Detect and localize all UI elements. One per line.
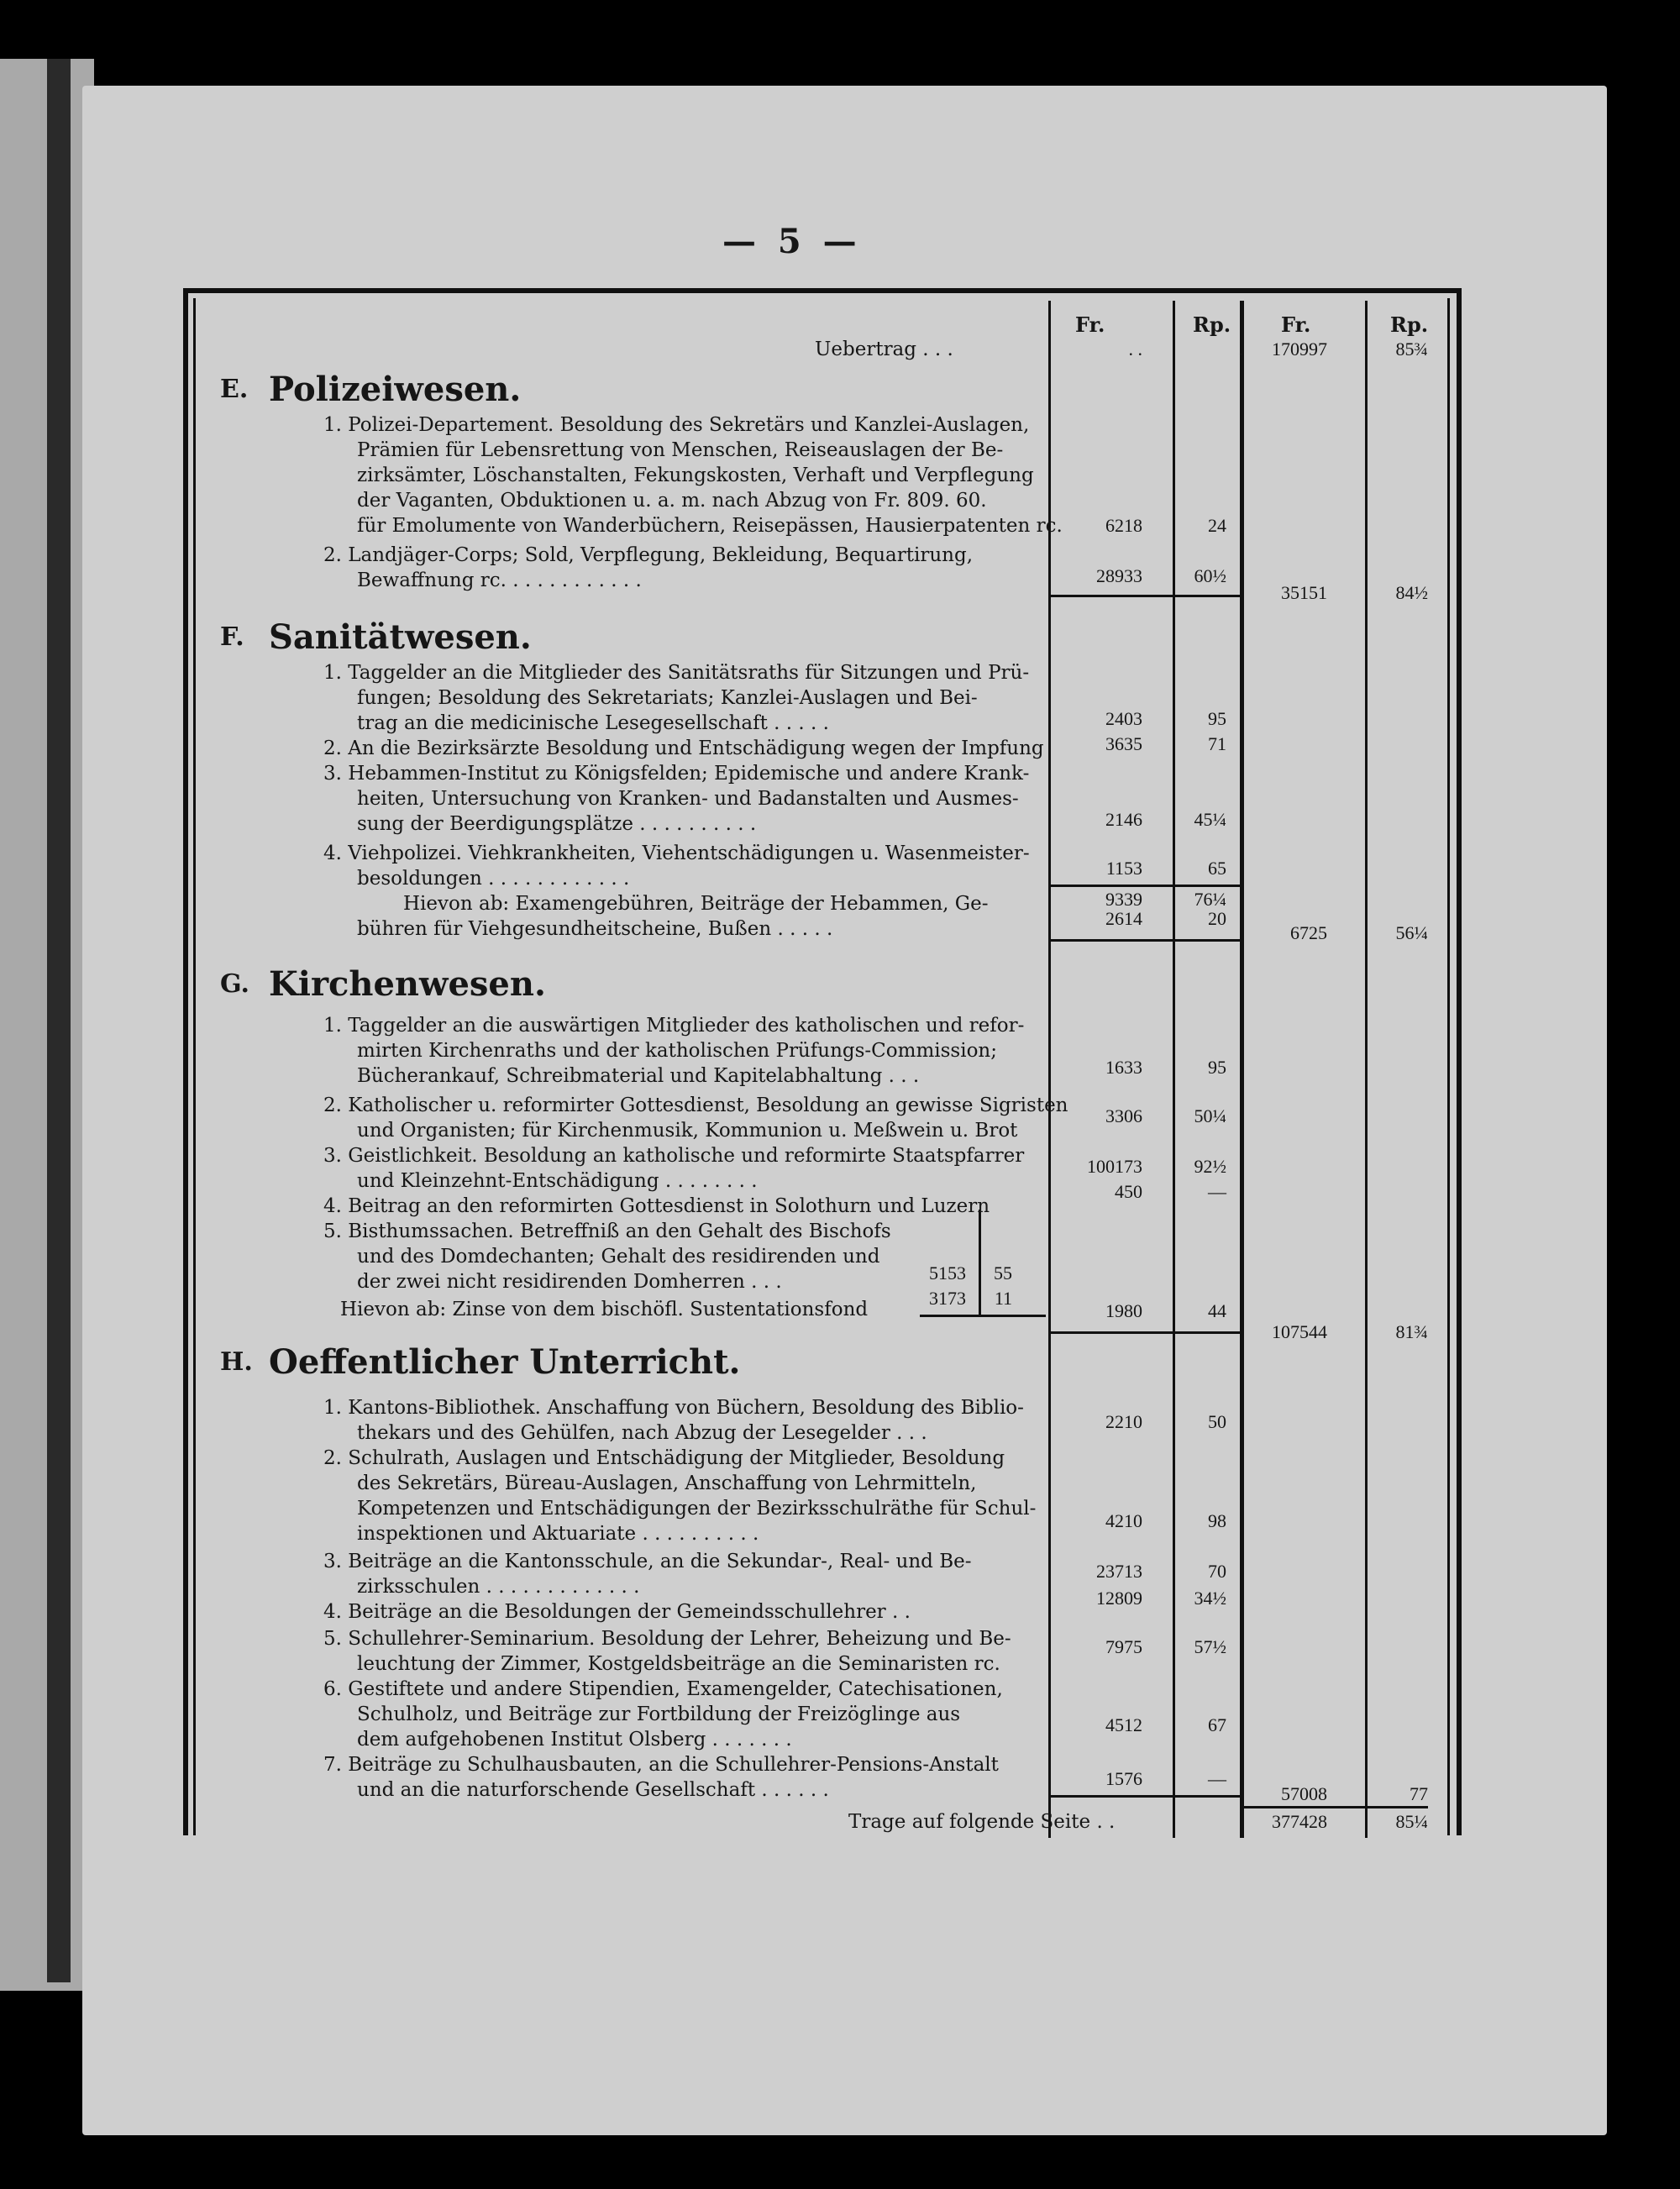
amount-cell: 2146 — [1105, 809, 1142, 830]
text-line: 1. Polizei-Departement. Besoldung des Sekretärs und Kanzlei-Auslagen, — [323, 414, 1030, 436]
text-line: 2. Landjäger-Corps; Sold, Verpflegung, Bekleidung, Bequartirung, — [323, 544, 974, 566]
amount-cell: 34½ — [1194, 1588, 1226, 1609]
text-line: Hievon ab: Zinse von dem bischöfl. Sustentationsfond — [340, 1299, 869, 1320]
amount-cell: — — [1208, 1768, 1226, 1789]
text-line: 1. Kantons-Bibliothek. Anschaffung von Büchern, Besoldung des Biblio- — [323, 1397, 1024, 1419]
amount-cell: 12809 — [1096, 1588, 1142, 1609]
amount-cell: 45¼ — [1194, 809, 1226, 830]
column-rule-rp-2 — [1365, 301, 1368, 1838]
text-line: Uebertrag . . . — [815, 339, 953, 360]
amount-cell: 4512 — [1105, 1714, 1142, 1735]
amount-cell: 9339 — [1105, 889, 1142, 910]
text-line: 1. Taggelder an die auswärtigen Mitglieder des katholischen und refor- — [323, 1015, 1025, 1037]
text-line: Schulholz, und Beiträge zur Fortbildung der Freizöglinge aus — [357, 1703, 961, 1725]
amount-cell: 92½ — [1194, 1156, 1226, 1177]
amount-cell: 1633 — [1105, 1057, 1142, 1078]
amount-cell: 44 — [1208, 1300, 1226, 1321]
amount-cell: 95 — [1208, 708, 1226, 729]
amount-cell: 57008 — [1281, 1783, 1327, 1804]
amount-cell: 71 — [1208, 733, 1226, 754]
text-line: mirten Kirchenraths und der katholischen Prüfungs-Commission; — [357, 1040, 997, 1062]
text-line: zirksämter, Löschanstalten, Fekungskosten, Verhaft und Verpflegung — [357, 465, 1034, 486]
text-line: Kompetenzen und Entschädigungen der Bezirksschulräthe für Schul- — [357, 1498, 1037, 1520]
text-line: Bücherankauf, Schreibmaterial und Kapitelabhaltung . . . — [357, 1065, 920, 1087]
text-line: 2. Katholischer u. reformirter Gottesdienst, Besoldung an gewisse Sigristen — [323, 1094, 1068, 1116]
amount-cell: 4210 — [1105, 1510, 1142, 1531]
column-header: Rp. — [1193, 312, 1231, 337]
section-heading: Oeffentlicher Unterricht. — [269, 1342, 741, 1382]
text-line: Prämien für Lebensrettung von Menschen, Reiseauslagen der Be- — [357, 439, 1004, 461]
subtotal-rule — [1050, 1795, 1242, 1798]
amount-cell: 6218 — [1105, 515, 1142, 536]
text-line: Trage auf folgende Seite . . — [848, 1811, 1116, 1833]
text-line: zirksschulen . . . . . . . . . . . . . — [357, 1576, 640, 1598]
amount-cell: — — [1208, 1181, 1226, 1202]
text-line: sung der Beerdigungsplätze . . . . . . . . . . — [357, 813, 757, 835]
section-letter: G. — [220, 969, 249, 999]
section-letter: E. — [220, 375, 249, 404]
amount-cell: 11 — [994, 1288, 1012, 1309]
amount-cell: 76¼ — [1194, 889, 1226, 910]
amount-cell: 95 — [1208, 1057, 1226, 1078]
amount-cell: . . — [1128, 339, 1142, 360]
text-line: 3. Beiträge an die Kantonsschule, an die Sekundar-, Real- und Be- — [323, 1551, 972, 1572]
amount-cell: 20 — [1208, 908, 1226, 929]
total-rule — [1243, 1806, 1428, 1808]
text-line: 4. Viehpolizei. Viehkrankheiten, Viehentschädigungen u. Wasenmeister- — [323, 843, 1030, 864]
text-line: der zwei nicht residirenden Domherren . . . — [357, 1271, 782, 1293]
column-rule-fr-2 — [1240, 301, 1244, 1838]
subtotal-rule — [1050, 939, 1242, 942]
amount-cell: 70 — [1208, 1561, 1226, 1582]
text-line: fungen; Besoldung des Sekretariats; Kanzlei-Auslagen und Bei- — [357, 687, 978, 709]
book-spine-shadow — [47, 59, 71, 1982]
amount-cell: 1153 — [1105, 858, 1142, 879]
text-line: und Organisten; für Kirchenmusik, Kommunion u. Meßwein u. Brot — [357, 1120, 1018, 1142]
text-line: trag an die medicinische Lesegesellschaft . . . . . — [357, 712, 829, 734]
amount-cell: 84½ — [1395, 582, 1428, 603]
text-line: bühren für Viehgesundheitscheine, Bußen . . . . . — [357, 918, 833, 940]
text-line: und des Domdechanten; Gehalt des residirenden und — [357, 1246, 880, 1268]
amount-cell: 5153 — [929, 1262, 966, 1283]
text-line: für Emolumente von Wanderbüchern, Reisepässen, Hausierpatenten rc. — [357, 515, 1063, 537]
amount-cell: 2403 — [1105, 708, 1142, 729]
amount-cell: 3173 — [929, 1288, 966, 1309]
amount-cell: 1576 — [1105, 1768, 1142, 1789]
amount-cell: 23713 — [1096, 1561, 1142, 1582]
text-line: des Sekretärs, Büreau-Auslagen, Anschaffung von Lehrmitteln, — [357, 1472, 977, 1494]
amount-cell: 67 — [1208, 1714, 1226, 1735]
column-header: Fr. — [1281, 312, 1311, 337]
bisthum-subcolumn-rule — [979, 1210, 981, 1315]
amount-cell: 60½ — [1194, 565, 1226, 586]
text-line: heiten, Untersuchung von Kranken- und Badanstalten und Ausmes- — [357, 788, 1019, 810]
text-line: der Vaganten, Obduktionen u. a. m. nach Abzug von Fr. 809. 60. — [357, 490, 987, 512]
text-line: 3. Geistlichkeit. Besoldung an katholische und reformirte Staatspfarrer — [323, 1145, 1025, 1167]
column-rule-rp-1 — [1173, 301, 1175, 1838]
amount-cell: 85¾ — [1395, 339, 1428, 360]
text-line: 7. Beiträge zu Schulhausbauten, an die Schullehrer-Pensions-Anstalt — [323, 1754, 999, 1776]
text-line: 5. Schullehrer-Seminarium. Besoldung der Lehrer, Beheizung und Be- — [323, 1628, 1011, 1650]
text-line: 1. Taggelder an die Mitglieder des Sanitätsraths für Sitzungen und Prü- — [323, 662, 1030, 684]
subtotal-rule — [1050, 595, 1173, 597]
text-line: thekars und des Gehülfen, nach Abzug der Lesegelder . . . — [357, 1422, 927, 1444]
text-line: 2. Schulrath, Auslagen und Entschädigung der Mitglieder, Besoldung — [323, 1447, 1005, 1469]
amount-cell: 55 — [994, 1262, 1012, 1283]
subtotal-rule — [920, 1315, 1046, 1317]
amount-cell: 450 — [1115, 1181, 1142, 1202]
amount-cell: 77 — [1410, 1783, 1428, 1804]
section-letter: H. — [220, 1347, 253, 1377]
amount-cell: 6725 — [1290, 922, 1327, 943]
text-line: 2. An die Bezirksärzte Besoldung und Entschädigung wegen der Impfung — [323, 738, 1044, 759]
amount-cell: 50¼ — [1194, 1105, 1226, 1126]
amount-cell: 57½ — [1194, 1636, 1226, 1657]
text-line: und an die naturforschende Gesellschaft . . . . . . — [357, 1779, 829, 1801]
section-heading: Kirchenwesen. — [269, 964, 546, 1004]
amount-cell: 81¾ — [1395, 1321, 1428, 1342]
text-line: 5. Bisthumssachen. Betreffniß an den Gehalt des Bischofs — [323, 1220, 891, 1242]
amount-cell: 3635 — [1105, 733, 1142, 754]
page-number: — 5 — — [722, 222, 862, 261]
text-line: 6. Gestiftete und andere Stipendien, Examengelder, Catechisationen, — [323, 1678, 1003, 1700]
text-line: besoldungen . . . . . . . . . . . . — [357, 868, 630, 890]
amount-cell: 7975 — [1105, 1636, 1142, 1657]
section-letter: F. — [220, 622, 244, 652]
amount-cell: 100173 — [1087, 1156, 1142, 1177]
amount-cell: 24 — [1208, 515, 1226, 536]
text-line: 4. Beiträge an die Besoldungen der Gemeindsschullehrer . . — [323, 1601, 911, 1623]
subtotal-rule — [1050, 1331, 1242, 1334]
amount-cell: 2614 — [1105, 908, 1142, 929]
text-line: dem aufgehobenen Institut Olsberg . . . . . . . — [357, 1729, 792, 1751]
amount-cell: 85¼ — [1395, 1811, 1428, 1832]
amount-cell: 2210 — [1105, 1411, 1142, 1432]
amount-cell: 98 — [1208, 1510, 1226, 1531]
amount-cell: 35151 — [1281, 582, 1327, 603]
text-line: leuchtung der Zimmer, Kostgeldsbeiträge an die Seminaristen rc. — [357, 1653, 1000, 1675]
column-header: Rp. — [1390, 312, 1429, 337]
amount-cell: 377428 — [1272, 1811, 1327, 1832]
amount-cell: 56¼ — [1395, 922, 1428, 943]
amount-cell: . — [1238, 339, 1243, 360]
amount-cell: 1980 — [1105, 1300, 1142, 1321]
text-line: 4. Beitrag an den reformirten Gottesdienst in Solothurn und Luzern — [323, 1195, 990, 1217]
section-heading: Sanitätwesen. — [269, 617, 532, 657]
amount-cell: 3306 — [1105, 1105, 1142, 1126]
text-line: 3. Hebammen-Institut zu Königsfelden; Epidemische und andere Krank- — [323, 763, 1030, 785]
text-line: inspektionen und Aktuariate . . . . . . . . . . — [357, 1523, 759, 1545]
amount-cell: 28933 — [1096, 565, 1142, 586]
section-heading: Polizeiwesen. — [269, 370, 522, 409]
column-header: Fr. — [1075, 312, 1105, 337]
amount-cell: 50 — [1208, 1411, 1226, 1432]
text-line: Bewaffnung rc. . . . . . . . . . . . — [357, 570, 642, 591]
subtotal-rule — [1174, 595, 1242, 597]
amount-cell: 65 — [1208, 858, 1226, 879]
text-line: und Kleinzehnt-Entschädigung . . . . . . . . — [357, 1170, 758, 1192]
text-line: Hievon ab: Examengebühren, Beiträge der Hebammen, Ge- — [403, 893, 989, 915]
amount-cell: 170997 — [1272, 339, 1327, 360]
amount-cell: 107544 — [1272, 1321, 1327, 1342]
